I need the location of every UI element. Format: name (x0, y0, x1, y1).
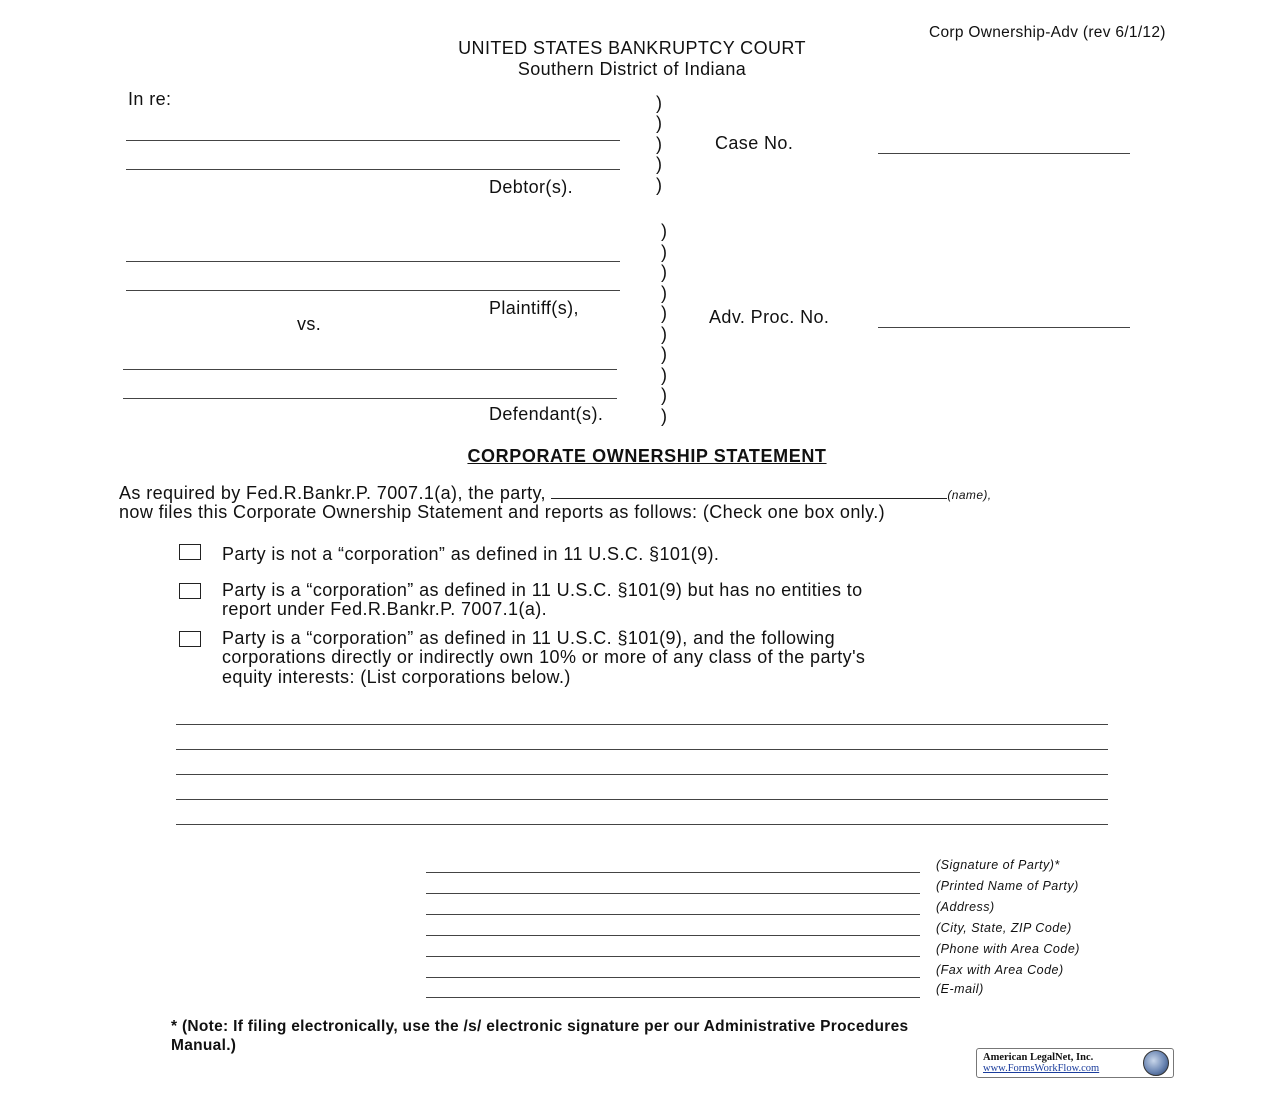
plaintiff-label: Plaintiff(s), (489, 298, 579, 318)
signature-label: (Signature of Party)* (936, 858, 1060, 872)
fax-label: (Fax with Area Code) (936, 963, 1064, 977)
intro-line-2: now files this Corporate Ownership Statement and reports as follows: (Check one box only.) (119, 502, 886, 522)
court-district: Southern District of Indiana (517, 59, 747, 79)
signature-field[interactable] (426, 872, 920, 873)
court-name: UNITED STATES BANKRUPTCY COURT (458, 38, 806, 58)
defendant-name-line-1[interactable] (123, 369, 617, 370)
option-3-text-line-2: corporations directly or indirectly own 10% or more of any class of the party's (222, 647, 866, 667)
vs-label: vs. (297, 314, 322, 334)
paren: ) (661, 406, 667, 426)
paren: ) (661, 365, 667, 385)
paren: ) (656, 93, 662, 113)
american-legalnet-logo[interactable] (976, 1048, 1174, 1078)
intro-line-1 (119, 483, 992, 504)
corporation-line-3[interactable] (176, 774, 1108, 775)
globe-icon (1143, 1050, 1169, 1076)
paren: ) (661, 242, 667, 262)
note-line-2: Manual.) (171, 1037, 237, 1054)
debtor-label: Debtor(s). (489, 177, 574, 197)
printed-name-label: (Printed Name of Party) (936, 879, 1079, 893)
debtor-name-line-2[interactable] (126, 169, 620, 170)
option-3-text-line-3: equity interests: (List corporations below.) (222, 667, 571, 687)
name-hint: (name), (947, 488, 992, 502)
corporation-line-4[interactable] (176, 799, 1108, 800)
corporation-line-2[interactable] (176, 749, 1108, 750)
paren: ) (656, 175, 662, 195)
intro-text: As required by Fed.R.Bankr.P. 7007.1(a), the party, (119, 483, 546, 503)
city-state-zip-field[interactable] (426, 935, 920, 936)
adv-proc-no-field[interactable] (878, 327, 1130, 328)
party-name-field[interactable] (551, 498, 947, 499)
logo-url-link[interactable]: www.FormsWorkFlow.com (983, 1063, 1100, 1074)
logo-company-name: American LegalNet, Inc. (983, 1052, 1094, 1063)
paren: ) (656, 113, 662, 133)
option-3-text-line-1: Party is a “corporation” as defined in 11 U.S.C. §101(9), and the following (222, 628, 835, 648)
option-1-text: Party is not a “corporation” as defined in 11 U.S.C. §101(9). (222, 544, 720, 564)
in-re-label: In re: (128, 89, 172, 109)
fax-field[interactable] (426, 977, 920, 978)
paren: ) (661, 385, 667, 405)
address-field[interactable] (426, 914, 920, 915)
case-no-label: Case No. (715, 133, 794, 153)
corporation-line-1[interactable] (176, 724, 1108, 725)
form-code: Corp Ownership-Adv (rev 6/1/12) (929, 24, 1166, 41)
address-label: (Address) (936, 900, 995, 914)
adv-proc-label: Adv. Proc. No. (709, 307, 830, 327)
paren: ) (661, 324, 667, 344)
debtor-name-line-1[interactable] (126, 140, 620, 141)
email-field[interactable] (426, 997, 920, 998)
option-2-text-line-2: report under Fed.R.Bankr.P. 7007.1(a). (222, 599, 548, 619)
email-label: (E-mail) (936, 982, 984, 996)
printed-name-field[interactable] (426, 893, 920, 894)
defendant-label: Defendant(s). (489, 404, 604, 424)
city-state-zip-label: (City, State, ZIP Code) (936, 921, 1072, 935)
paren: ) (661, 283, 667, 303)
defendant-name-line-2[interactable] (123, 398, 617, 399)
plaintiff-name-line-2[interactable] (126, 290, 620, 291)
note-line-1: * (Note: If filing electronically, use the /s/ electronic signature per our Administrative Procedures (171, 1018, 909, 1035)
option-2-text-line-1: Party is a “corporation” as defined in 11 U.S.C. §101(9) but has no entities to (222, 580, 863, 600)
plaintiff-name-line-1[interactable] (126, 261, 620, 262)
paren: ) (661, 262, 667, 282)
corporation-line-5[interactable] (176, 824, 1108, 825)
paren: ) (661, 221, 667, 241)
document-title: CORPORATE OWNERSHIP STATEMENT (467, 446, 827, 466)
case-no-field[interactable] (878, 153, 1130, 154)
paren: ) (661, 303, 667, 323)
option-no-entities-checkbox[interactable] (179, 583, 201, 599)
phone-field[interactable] (426, 956, 920, 957)
paren: ) (661, 344, 667, 364)
option-not-corporation-checkbox[interactable] (179, 544, 201, 560)
paren: ) (656, 134, 662, 154)
paren: ) (656, 154, 662, 174)
phone-label: (Phone with Area Code) (936, 942, 1080, 956)
option-list-corporations-checkbox[interactable] (179, 631, 201, 647)
